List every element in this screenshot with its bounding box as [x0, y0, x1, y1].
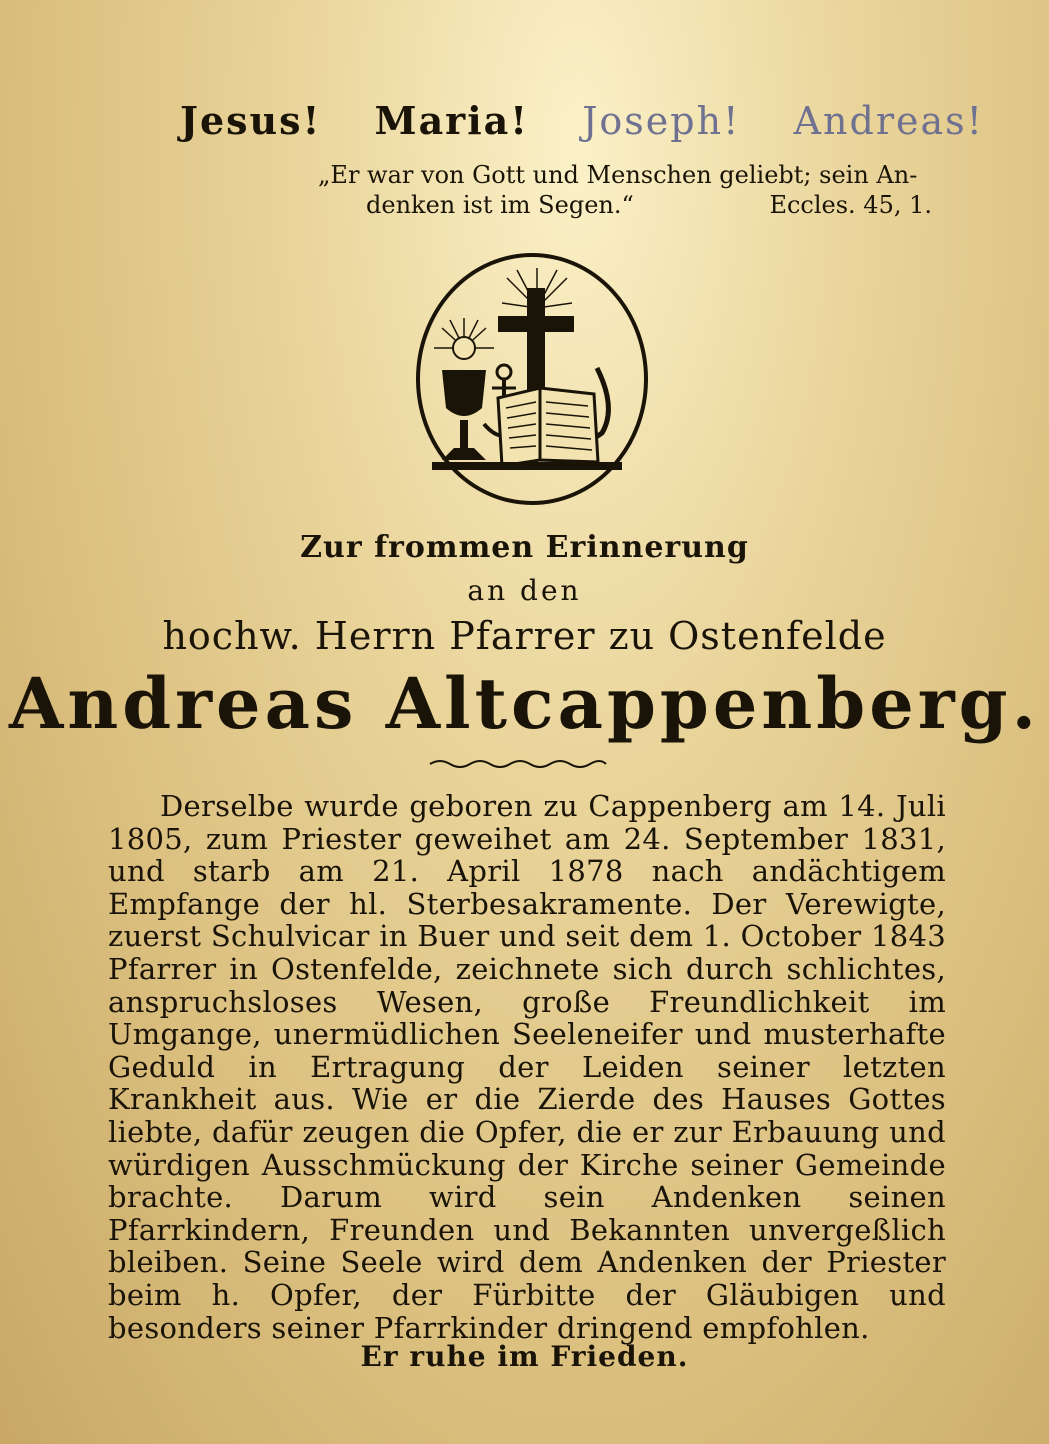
closing-line: Er ruhe im Frieden.: [360, 1340, 689, 1373]
deceased-name: Andreas Altcappenberg.: [9, 662, 1040, 745]
biography-text: Derselbe wurde geboren zu Cappenberg am 14. Juli 1805, zum Priester geweihet am 24. September 1831, und starb am 21. April 1878 nach andächtigem Empfange der hl. Sterbesakramente. Der Verewigte, zuerst Schulvicar in Buer und seit dem 1. October 1843 Pfarrer in Ostenfelde, zeichnete sich durch schlichtes, anspruchsloses Wesen, große Freundlichkeit im Umgange, unermüdlichen Seeleneifer und musterhafte Geduld in Ertragung der Leiden seiner letzten Krankheit aus. Wie er die Zierde des Hauses Gottes liebte, dafür zeugen die Opfer, die er zur Erbauung und würdigen Ausschmückung der Kirche seiner Gemeinde brachte. Darum wird sein Andenken seinen Pfarrkindern, Freunden und Bekannten unvergeßlich bleiben. Seine Seele wird dem Andenken der Priester beim h. Opfer, der Fürbitte der Gläubigen und besonders seiner Pfarrkinder dringend empfohlen.: [108, 789, 946, 1345]
heading-remembrance: Zur frommen Erinnerung: [300, 530, 749, 565]
epigraph-reference: Eccles. 45, 1.: [769, 191, 932, 219]
epigraph: [318, 160, 968, 220]
epigraph-line1: „Er war von Gott und Menschen geliebt; sein An-: [318, 161, 918, 189]
invocation-andreas: Andreas!: [793, 99, 984, 143]
invocation-jesus: Jesus!: [180, 98, 322, 143]
invocation-line: [180, 98, 984, 143]
epigraph-line2: denken ist im Segen.“: [366, 191, 634, 219]
heading-title: hochw. Herrn Pfarrer zu Ostenfelde: [162, 614, 887, 658]
invocation-maria: Maria!: [374, 98, 529, 143]
heading-an-den: an den: [467, 574, 582, 607]
chalice-cross-anchor-book-emblem: [412, 248, 652, 510]
invocation-joseph: Joseph!: [582, 99, 741, 143]
ornamental-divider: [428, 756, 608, 772]
